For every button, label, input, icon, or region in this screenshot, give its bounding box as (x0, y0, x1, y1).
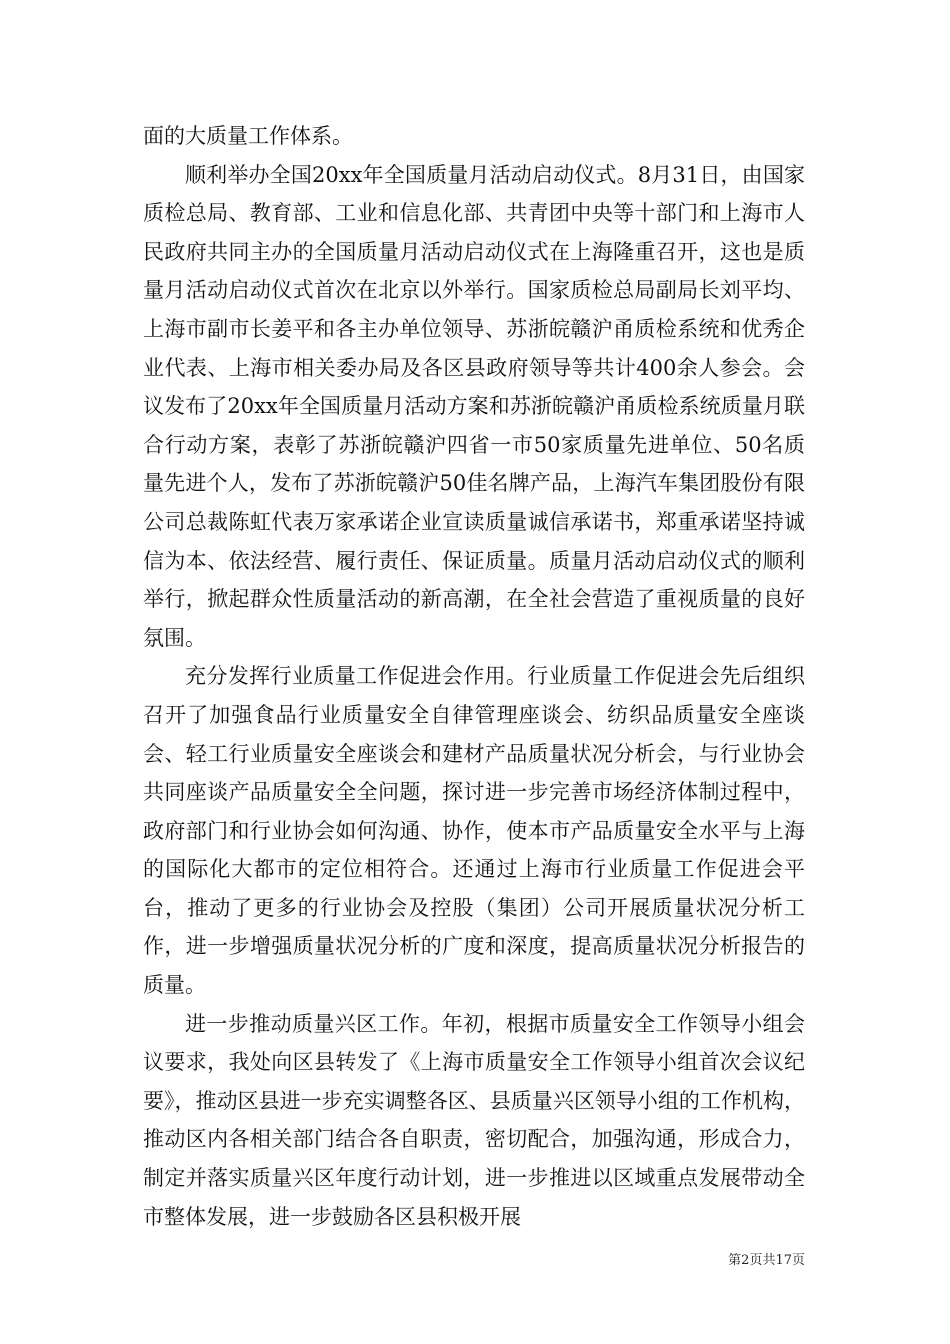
paragraph-quality-district: 进一步推动质量兴区工作。年初，根据市质量安全工作领导小组会议要求，我处向区县转发了《上海市质量安全工作领导小组首次会议纪要》，推动区县进一步充实调整各区、县质量兴区领导小组的工作机构，推动区内各相关部门结合各自职责，密切配合，加强沟通，形成合力，制定并落实质量兴区年度行动计划，进一步推进以区域重点发展带动全市整体发展，进一步鼓励各区县积极开展 (143, 1011, 805, 1229)
paragraph-quality-month-ceremony: 顺利举办全国20xx年全国质量月活动启动仪式。8月31日，由国家质检总局、教育部、工业和信息化部、共青团中央等十部门和上海市人民政府共同主办的全国质量月活动启动仪式在上海隆重召开，这也是质量月活动启动仪式首次在北京以外举行。国家质检总局副局长刘平均、上海市副市长姜平和各主办单位领导、苏浙皖赣沪甬质检系统和优秀企业代表、上海市相关委办局及各区县政府领导等共计400余人参会。会议发布了20xx年全国质量月活动方案和苏浙皖赣沪甬质检系统质量月联合行动方案，表彰了苏浙皖赣沪四省一市50家质量先进单位、50名质量先进个人，发布了苏浙皖赣沪50佳名牌产品，上海汽车集团股份有限公司总裁陈虹代表万家承诺企业宣读质量诚信承诺书，郑重承诺坚持诚信为本、依法经营、履行责任、保证质量。质量月活动启动仪式的顺利举行，掀起群众性质量活动的新高潮，在全社会营造了重视质量的良好氛围。 (143, 162, 805, 650)
paragraph-industry-council: 充分发挥行业质量工作促进会作用。行业质量工作促进会先后组织召开了加强食品行业质量安全自律管理座谈会、纺织品质量安全座谈会、轻工行业质量安全座谈会和建材产品质量状况分析会，与行业协会共同座谈产品质量安全全问题，探讨进一步完善市场经济体制过程中，政府部门和行业协会如何沟通、协作，使本市产品质量安全水平与上海的国际化大都市的定位相符合。还通过上海市行业质量工作促进会平台，推动了更多的行业协会及控股（集团）公司开展质量状况分析工作，进一步增强质量状况分析的广度和深度，提高质量状况分析报告的质量。 (143, 664, 805, 998)
document-body (143, 117, 805, 1236)
page-number: 第2页共17页 (728, 1253, 805, 1268)
paragraph-continuation: 面的大质量工作体系。 (143, 124, 353, 148)
